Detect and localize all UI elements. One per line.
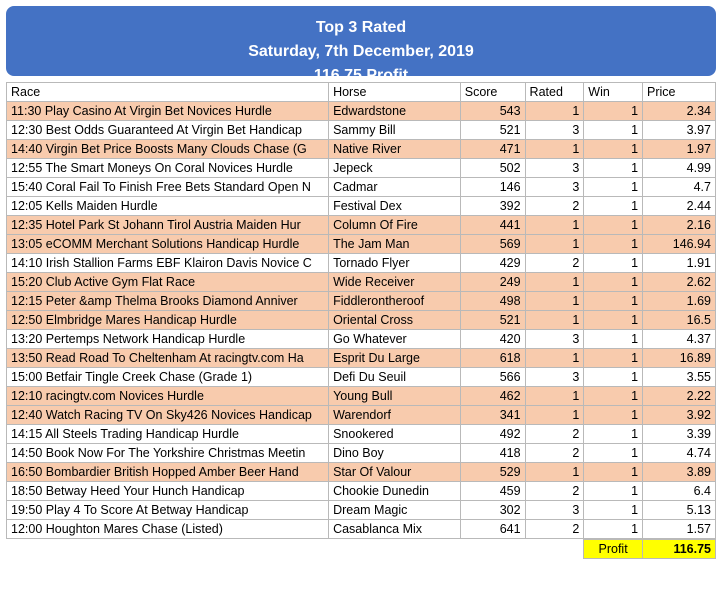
race-cell: 12:05 Kells Maiden Hurdle xyxy=(7,197,329,216)
table-row xyxy=(7,273,716,292)
rated-cell: 1 xyxy=(525,102,584,121)
score-cell: 429 xyxy=(460,254,525,273)
race-cell: 14:15 All Steels Trading Handicap Hurdle xyxy=(7,425,329,444)
price-cell: 4.99 xyxy=(643,159,716,178)
race-cell: 18:50 Betway Heed Your Hunch Handicap xyxy=(7,482,329,501)
price-cell: 5.13 xyxy=(643,501,716,520)
price-cell: 146.94 xyxy=(643,235,716,254)
rated-cell: 3 xyxy=(525,368,584,387)
rated-cell: 1 xyxy=(525,406,584,425)
price-cell: 4.7 xyxy=(643,178,716,197)
race-cell: 12:10 racingtv.com Novices Hurdle xyxy=(7,387,329,406)
rated-cell: 2 xyxy=(525,482,584,501)
win-cell: 1 xyxy=(584,140,643,159)
score-cell: 341 xyxy=(460,406,525,425)
column-header-win: Win xyxy=(584,83,643,102)
rated-cell: 3 xyxy=(525,178,584,197)
table-row xyxy=(7,520,716,539)
footer-spacer-score xyxy=(460,540,525,559)
table-row xyxy=(7,121,716,140)
price-cell: 3.97 xyxy=(643,121,716,140)
horse-cell: Native River xyxy=(329,140,461,159)
race-cell: 13:20 Pertemps Network Handicap Hurdle xyxy=(7,330,329,349)
rated-cell: 2 xyxy=(525,444,584,463)
horse-cell: Young Bull xyxy=(329,387,461,406)
score-cell: 471 xyxy=(460,140,525,159)
column-header-horse: Horse xyxy=(329,83,461,102)
table-row xyxy=(7,197,716,216)
price-cell: 3.89 xyxy=(643,463,716,482)
win-cell: 1 xyxy=(584,368,643,387)
horse-cell: Snookered xyxy=(329,425,461,444)
column-header-race: Race xyxy=(7,83,329,102)
table-row xyxy=(7,349,716,368)
horse-cell: Festival Dex xyxy=(329,197,461,216)
race-cell: 12:50 Elmbridge Mares Handicap Hurdle xyxy=(7,311,329,330)
score-cell: 641 xyxy=(460,520,525,539)
column-header-score: Score xyxy=(460,83,525,102)
score-cell: 459 xyxy=(460,482,525,501)
table-body xyxy=(7,102,716,539)
footer-spacer-rated xyxy=(525,540,584,559)
horse-cell: Sammy Bill xyxy=(329,121,461,140)
score-cell: 249 xyxy=(460,273,525,292)
score-cell: 569 xyxy=(460,235,525,254)
price-cell: 3.55 xyxy=(643,368,716,387)
rated-cell: 3 xyxy=(525,159,584,178)
table-row xyxy=(7,292,716,311)
table-row xyxy=(7,216,716,235)
win-cell: 1 xyxy=(584,197,643,216)
table-row xyxy=(7,368,716,387)
column-header-price: Price xyxy=(643,83,716,102)
price-cell: 6.4 xyxy=(643,482,716,501)
price-cell: 2.16 xyxy=(643,216,716,235)
race-cell: 19:50 Play 4 To Score At Betway Handicap xyxy=(7,501,329,520)
score-cell: 618 xyxy=(460,349,525,368)
win-cell: 1 xyxy=(584,482,643,501)
score-cell: 441 xyxy=(460,216,525,235)
price-cell: 4.37 xyxy=(643,330,716,349)
win-cell: 1 xyxy=(584,444,643,463)
price-cell: 16.89 xyxy=(643,349,716,368)
price-cell: 2.22 xyxy=(643,387,716,406)
rated-cell: 1 xyxy=(525,311,584,330)
profit-row xyxy=(6,540,716,559)
price-cell: 1.91 xyxy=(643,254,716,273)
race-cell: 15:20 Club Active Gym Flat Race xyxy=(7,273,329,292)
profit-footer xyxy=(6,539,716,559)
win-cell: 1 xyxy=(584,121,643,140)
table-row xyxy=(7,463,716,482)
race-cell: 13:50 Read Road To Cheltenham At racingtv.com Ha xyxy=(7,349,329,368)
table-row xyxy=(7,178,716,197)
price-cell: 4.74 xyxy=(643,444,716,463)
race-cell: 12:15 Peter &amp Thelma Brooks Diamond Anniver xyxy=(7,292,329,311)
win-cell: 1 xyxy=(584,311,643,330)
table-row xyxy=(7,140,716,159)
rated-cell: 1 xyxy=(525,292,584,311)
race-cell: 15:00 Betfair Tingle Creek Chase (Grade 1) xyxy=(7,368,329,387)
horse-cell: Cadmar xyxy=(329,178,461,197)
header-title: Top 3 Rated xyxy=(315,19,407,36)
win-cell: 1 xyxy=(584,216,643,235)
table-row xyxy=(7,501,716,520)
score-cell: 462 xyxy=(460,387,525,406)
price-cell: 1.57 xyxy=(643,520,716,539)
win-cell: 1 xyxy=(584,178,643,197)
rated-cell: 2 xyxy=(525,197,584,216)
score-cell: 418 xyxy=(460,444,525,463)
horse-cell: Wide Receiver xyxy=(329,273,461,292)
win-cell: 1 xyxy=(584,387,643,406)
race-cell: 12:30 Best Odds Guaranteed At Virgin Bet Handicap xyxy=(7,121,329,140)
win-cell: 1 xyxy=(584,406,643,425)
table-row xyxy=(7,102,716,121)
horse-cell: Go Whatever xyxy=(329,330,461,349)
profit-label: Profit xyxy=(584,540,643,559)
rated-cell: 2 xyxy=(525,520,584,539)
table-row xyxy=(7,330,716,349)
race-cell: 12:35 Hotel Park St Johann Tirol Austria Maiden Hur xyxy=(7,216,329,235)
price-cell: 1.97 xyxy=(643,140,716,159)
footer-spacer-horse xyxy=(328,540,460,559)
rated-cell: 1 xyxy=(525,216,584,235)
price-cell: 3.39 xyxy=(643,425,716,444)
table-row xyxy=(7,387,716,406)
horse-cell: Oriental Cross xyxy=(329,311,461,330)
race-cell: 12:55 The Smart Moneys On Coral Novices Hurdle xyxy=(7,159,329,178)
race-cell: 15:40 Coral Fail To Finish Free Bets Standard Open N xyxy=(7,178,329,197)
table-row xyxy=(7,254,716,273)
score-cell: 521 xyxy=(460,311,525,330)
score-cell: 492 xyxy=(460,425,525,444)
race-cell: 14:50 Book Now For The Yorkshire Christmas Meetin xyxy=(7,444,329,463)
horse-cell: The Jam Man xyxy=(329,235,461,254)
score-cell: 521 xyxy=(460,121,525,140)
score-cell: 302 xyxy=(460,501,525,520)
win-cell: 1 xyxy=(584,501,643,520)
table-row xyxy=(7,311,716,330)
race-cell: 16:50 Bombardier British Hopped Amber Beer Hand xyxy=(7,463,329,482)
header-profit: 116.75 Profit xyxy=(313,67,409,84)
score-cell: 543 xyxy=(460,102,525,121)
table-row xyxy=(7,235,716,254)
report-header-banner xyxy=(6,6,716,84)
rated-cell: 3 xyxy=(525,121,584,140)
horse-cell: Column Of Fire xyxy=(329,216,461,235)
win-cell: 1 xyxy=(584,425,643,444)
price-cell: 2.62 xyxy=(643,273,716,292)
win-cell: 1 xyxy=(584,520,643,539)
column-header-rated: Rated xyxy=(525,83,584,102)
race-cell: 14:40 Virgin Bet Price Boosts Many Clouds Chase (G xyxy=(7,140,329,159)
horse-cell: Esprit Du Large xyxy=(329,349,461,368)
rated-cell: 1 xyxy=(525,349,584,368)
win-cell: 1 xyxy=(584,254,643,273)
rated-cell: 1 xyxy=(525,463,584,482)
race-cell: 13:05 eCOMM Merchant Solutions Handicap Hurdle xyxy=(7,235,329,254)
win-cell: 1 xyxy=(584,292,643,311)
score-cell: 392 xyxy=(460,197,525,216)
report-page xyxy=(0,6,722,613)
win-cell: 1 xyxy=(584,273,643,292)
race-cell: 12:00 Houghton Mares Chase (Listed) xyxy=(7,520,329,539)
horse-cell: Warendorf xyxy=(329,406,461,425)
score-cell: 529 xyxy=(460,463,525,482)
score-cell: 498 xyxy=(460,292,525,311)
win-cell: 1 xyxy=(584,330,643,349)
horse-cell: Dino Boy xyxy=(329,444,461,463)
horse-cell: Casablanca Mix xyxy=(329,520,461,539)
table-row xyxy=(7,159,716,178)
results-table xyxy=(6,82,716,539)
win-cell: 1 xyxy=(584,159,643,178)
rated-cell: 1 xyxy=(525,140,584,159)
table-row xyxy=(7,482,716,501)
win-cell: 1 xyxy=(584,235,643,254)
table-row xyxy=(7,444,716,463)
horse-cell: Dream Magic xyxy=(329,501,461,520)
win-cell: 1 xyxy=(584,349,643,368)
table-row xyxy=(7,406,716,425)
rated-cell: 1 xyxy=(525,273,584,292)
horse-cell: Tornado Flyer xyxy=(329,254,461,273)
rated-cell: 1 xyxy=(525,387,584,406)
rated-cell: 2 xyxy=(525,425,584,444)
rated-cell: 2 xyxy=(525,254,584,273)
price-cell: 16.5 xyxy=(643,311,716,330)
score-cell: 566 xyxy=(460,368,525,387)
horse-cell: Defi Du Seuil xyxy=(329,368,461,387)
price-cell: 2.44 xyxy=(643,197,716,216)
rated-cell: 3 xyxy=(525,330,584,349)
price-cell: 1.69 xyxy=(643,292,716,311)
score-cell: 146 xyxy=(460,178,525,197)
score-cell: 502 xyxy=(460,159,525,178)
horse-cell: Star Of Valour xyxy=(329,463,461,482)
race-cell: 11:30 Play Casino At Virgin Bet Novices Hurdle xyxy=(7,102,329,121)
horse-cell: Fiddlerontheroof xyxy=(329,292,461,311)
footer-spacer-race xyxy=(6,540,328,559)
horse-cell: Edwardstone xyxy=(329,102,461,121)
score-cell: 420 xyxy=(460,330,525,349)
rated-cell: 3 xyxy=(525,501,584,520)
price-cell: 3.92 xyxy=(643,406,716,425)
race-cell: 12:40 Watch Racing TV On Sky426 Novices Handicap xyxy=(7,406,329,425)
win-cell: 1 xyxy=(584,463,643,482)
horse-cell: Chookie Dunedin xyxy=(329,482,461,501)
profit-value: 116.75 xyxy=(642,540,715,559)
horse-cell: Jepeck xyxy=(329,159,461,178)
rated-cell: 1 xyxy=(525,235,584,254)
race-cell: 14:10 Irish Stallion Farms EBF Klairon Davis Novice C xyxy=(7,254,329,273)
header-date: Saturday, 7th December, 2019 xyxy=(248,43,474,60)
table-header-row xyxy=(7,83,716,102)
price-cell: 2.34 xyxy=(643,102,716,121)
win-cell: 1 xyxy=(584,102,643,121)
table-row xyxy=(7,425,716,444)
